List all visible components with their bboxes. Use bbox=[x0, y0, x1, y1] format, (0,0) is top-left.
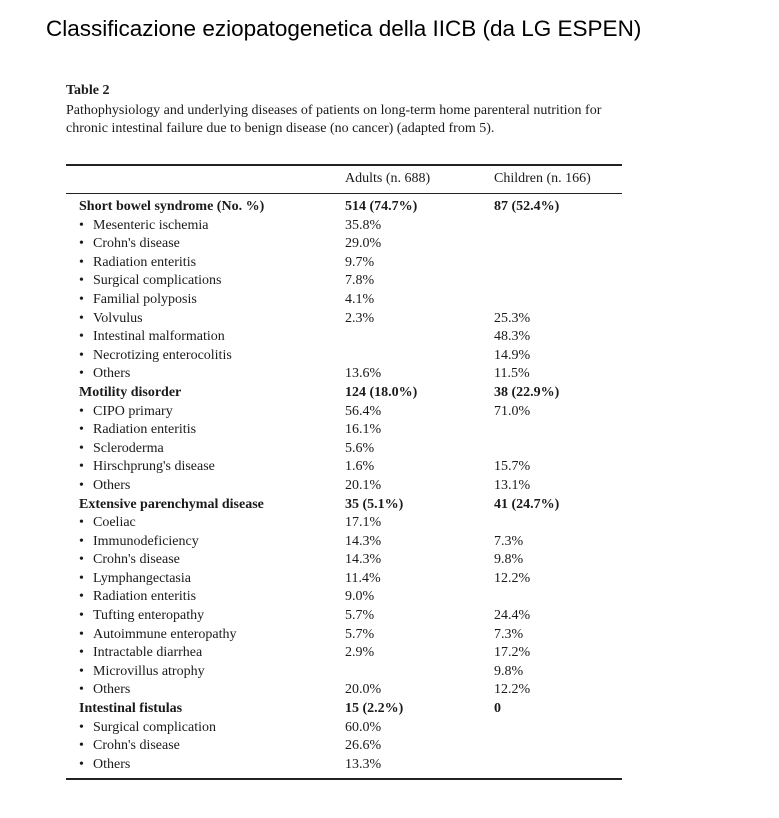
bullet-icon: • bbox=[79, 533, 84, 549]
disease-label bbox=[79, 607, 204, 626]
table-row bbox=[0, 328, 779, 347]
disease-label bbox=[79, 235, 180, 254]
row-label-text: Surgical complications bbox=[93, 273, 222, 289]
bullet-icon: • bbox=[79, 347, 84, 363]
row-label-text: Motility disorder bbox=[79, 384, 182, 400]
table-row bbox=[0, 719, 779, 738]
row-label-text: Radiation enteritis bbox=[93, 254, 197, 270]
table-bottom-rule bbox=[66, 778, 622, 780]
children-value: 41 (24.7%) bbox=[494, 496, 560, 512]
bullet-icon: • bbox=[79, 422, 84, 438]
adults-value: 9.0% bbox=[345, 589, 375, 605]
row-label-text: Radiation enteritis bbox=[93, 422, 197, 438]
disease-label bbox=[79, 328, 225, 347]
disease-label bbox=[79, 570, 191, 589]
adults-value: 14.3% bbox=[345, 533, 382, 549]
disease-label bbox=[79, 254, 196, 273]
children-value: 17.2% bbox=[494, 645, 531, 661]
adults-value: 35.8% bbox=[345, 217, 382, 233]
table-row bbox=[0, 737, 779, 756]
row-label-text: Mesenteric ischemia bbox=[93, 217, 209, 233]
children-value: 12.2% bbox=[494, 570, 531, 586]
children-value: 7.3% bbox=[494, 626, 524, 642]
adults-value: 17.1% bbox=[345, 515, 382, 531]
row-label-text: Lymphangectasia bbox=[93, 570, 191, 586]
row-label-text: Others bbox=[93, 366, 131, 382]
disease-label bbox=[79, 756, 130, 775]
table-row bbox=[0, 421, 779, 440]
column-header-adults: Adults (n. 688) bbox=[345, 171, 431, 186]
row-label-text: CIPO primary bbox=[93, 403, 173, 419]
row-label-text: Others bbox=[93, 477, 131, 493]
disease-label bbox=[79, 272, 221, 291]
adults-value: 20.1% bbox=[345, 477, 382, 493]
bullet-icon: • bbox=[79, 291, 84, 307]
disease-label bbox=[79, 588, 196, 607]
table-row bbox=[0, 756, 779, 775]
row-label-text: Coeliac bbox=[93, 515, 136, 531]
children-value: 71.0% bbox=[494, 403, 531, 419]
table-label: Table 2 bbox=[66, 83, 110, 98]
row-label-text: Others bbox=[93, 682, 131, 698]
table-body bbox=[0, 198, 779, 774]
table-category-row bbox=[0, 198, 779, 217]
children-value: 15.7% bbox=[494, 459, 531, 475]
table-top-rule bbox=[66, 164, 622, 166]
adults-value: 26.6% bbox=[345, 738, 382, 754]
table-caption: Pathophysiology and underlying diseases of patients on long-term home parenteral nutrition for chronic intestinal failure due to benign disease (no cancer) (adapted from 5). bbox=[66, 103, 602, 136]
bullet-icon: • bbox=[79, 663, 84, 679]
bullet-icon: • bbox=[79, 477, 84, 493]
table-category-row bbox=[0, 496, 779, 515]
disease-label bbox=[79, 626, 236, 645]
children-value: 38 (22.9%) bbox=[494, 384, 560, 400]
children-value: 9.8% bbox=[494, 552, 524, 568]
disease-label bbox=[79, 551, 180, 570]
bullet-icon: • bbox=[79, 217, 84, 233]
table-row bbox=[0, 458, 779, 477]
table-row bbox=[0, 403, 779, 422]
bullet-icon: • bbox=[79, 403, 84, 419]
row-label-text: Others bbox=[93, 756, 131, 772]
adults-value: 5.7% bbox=[345, 608, 375, 624]
row-label-text: Extensive parenchymal disease bbox=[79, 496, 264, 512]
bullet-icon: • bbox=[79, 626, 84, 642]
adults-value: 7.8% bbox=[345, 273, 375, 289]
children-value: 25.3% bbox=[494, 310, 531, 326]
column-header-children: Children (n. 166) bbox=[494, 171, 591, 186]
disease-label bbox=[79, 365, 130, 384]
disease-label bbox=[79, 217, 208, 236]
children-value: 0 bbox=[494, 701, 501, 717]
bullet-icon: • bbox=[79, 254, 84, 270]
children-value: 7.3% bbox=[494, 533, 524, 549]
disease-label bbox=[79, 440, 164, 459]
row-label-text: Immunodeficiency bbox=[93, 533, 199, 549]
children-value: 48.3% bbox=[494, 329, 531, 345]
bullet-icon: • bbox=[79, 459, 84, 475]
children-value: 11.5% bbox=[494, 366, 530, 382]
row-label-text: Short bowel syndrome (No. %) bbox=[79, 199, 265, 214]
row-label-text: Surgical complication bbox=[93, 719, 216, 735]
adults-value: 5.6% bbox=[345, 440, 375, 456]
bullet-icon: • bbox=[79, 310, 84, 326]
bullet-icon: • bbox=[79, 719, 84, 735]
row-label-text: Tufting enteropathy bbox=[93, 608, 205, 624]
disease-label bbox=[79, 533, 199, 552]
adults-value: 2.9% bbox=[345, 645, 375, 661]
adults-value: 5.7% bbox=[345, 626, 375, 642]
disease-label bbox=[79, 477, 130, 496]
adults-value: 29.0% bbox=[345, 236, 382, 252]
bullet-icon: • bbox=[79, 366, 84, 382]
disease-label bbox=[79, 737, 180, 756]
table-header-rule bbox=[66, 193, 622, 194]
bullet-icon: • bbox=[79, 589, 84, 605]
bullet-icon: • bbox=[79, 682, 84, 698]
disease-label bbox=[79, 681, 130, 700]
disease-label bbox=[79, 719, 216, 738]
table-row bbox=[0, 254, 779, 273]
disease-label bbox=[79, 458, 215, 477]
table-row bbox=[0, 272, 779, 291]
bullet-icon: • bbox=[79, 552, 84, 568]
table-row bbox=[0, 217, 779, 236]
row-label-text: Radiation enteritis bbox=[93, 589, 197, 605]
table-row bbox=[0, 514, 779, 533]
table-row bbox=[0, 235, 779, 254]
table-row bbox=[0, 310, 779, 329]
adults-value: 15 (2.2%) bbox=[345, 701, 404, 717]
disease-label bbox=[79, 403, 173, 422]
bullet-icon: • bbox=[79, 738, 84, 754]
adults-value: 20.0% bbox=[345, 682, 382, 698]
row-label-text: Crohn's disease bbox=[93, 236, 180, 252]
table-row bbox=[0, 588, 779, 607]
bullet-icon: • bbox=[79, 570, 84, 586]
category-label bbox=[79, 700, 182, 719]
children-value: 9.8% bbox=[494, 663, 524, 679]
bullet-icon: • bbox=[79, 440, 84, 456]
table-row bbox=[0, 477, 779, 496]
disease-label bbox=[79, 663, 205, 682]
table-row bbox=[0, 365, 779, 384]
table-category-row bbox=[0, 700, 779, 719]
table-row bbox=[0, 644, 779, 663]
adults-value: 514 (74.7%) bbox=[345, 199, 418, 214]
adults-value: 2.3% bbox=[345, 310, 375, 326]
adults-value: 60.0% bbox=[345, 719, 382, 735]
children-value: 12.2% bbox=[494, 682, 531, 698]
row-label-text: Microvillus atrophy bbox=[93, 663, 205, 679]
children-value: 87 (52.4%) bbox=[494, 199, 560, 214]
bullet-icon: • bbox=[79, 329, 84, 345]
bullet-icon: • bbox=[79, 645, 84, 661]
row-label-text: Scleroderma bbox=[93, 440, 164, 456]
disease-label bbox=[79, 347, 232, 366]
row-label-text: Necrotizing enterocolitis bbox=[93, 347, 232, 363]
bullet-icon: • bbox=[79, 273, 84, 289]
row-label-text: Intestinal fistulas bbox=[79, 701, 183, 717]
table-row bbox=[0, 347, 779, 366]
table-row bbox=[0, 607, 779, 626]
category-label bbox=[79, 384, 181, 403]
children-value: 14.9% bbox=[494, 347, 531, 363]
row-label-text: Familial polyposis bbox=[93, 291, 197, 307]
adults-value: 124 (18.0%) bbox=[345, 384, 418, 400]
slide-title: Classificazione eziopatogenetica della IICB (da LG ESPEN) bbox=[46, 16, 642, 41]
children-value: 24.4% bbox=[494, 608, 531, 624]
table-row bbox=[0, 551, 779, 570]
table-row bbox=[0, 570, 779, 589]
disease-label bbox=[79, 514, 136, 533]
adults-value: 16.1% bbox=[345, 422, 382, 438]
row-label-text: Hirschprung's disease bbox=[93, 459, 215, 475]
table-row bbox=[0, 533, 779, 552]
row-label-text: Crohn's disease bbox=[93, 552, 180, 568]
adults-value: 11.4% bbox=[345, 570, 381, 586]
disease-label bbox=[79, 644, 202, 663]
adults-value: 4.1% bbox=[345, 291, 375, 307]
table-row bbox=[0, 291, 779, 310]
adults-value: 56.4% bbox=[345, 403, 382, 419]
adults-value: 13.3% bbox=[345, 756, 382, 772]
category-label bbox=[79, 198, 264, 217]
table-row bbox=[0, 440, 779, 459]
disease-label bbox=[79, 291, 197, 310]
children-value: 13.1% bbox=[494, 477, 531, 493]
bullet-icon: • bbox=[79, 608, 84, 624]
category-label bbox=[79, 496, 264, 515]
table-row bbox=[0, 681, 779, 700]
bullet-icon: • bbox=[79, 236, 84, 252]
adults-value: 1.6% bbox=[345, 459, 375, 475]
adults-value: 35 (5.1%) bbox=[345, 496, 404, 512]
adults-value: 9.7% bbox=[345, 254, 375, 270]
disease-label bbox=[79, 310, 143, 329]
adults-value: 14.3% bbox=[345, 552, 382, 568]
table-row bbox=[0, 626, 779, 645]
row-label-text: Crohn's disease bbox=[93, 738, 180, 754]
row-label-text: Autoimmune enteropathy bbox=[93, 626, 237, 642]
bullet-icon: • bbox=[79, 515, 84, 531]
disease-label bbox=[79, 421, 196, 440]
bullet-icon: • bbox=[79, 756, 84, 772]
table-row bbox=[0, 663, 779, 682]
adults-value: 13.6% bbox=[345, 366, 382, 382]
row-label-text: Intractable diarrhea bbox=[93, 645, 203, 661]
row-label-text: Volvulus bbox=[93, 310, 143, 326]
row-label-text: Intestinal malformation bbox=[93, 329, 225, 345]
table-category-row bbox=[0, 384, 779, 403]
